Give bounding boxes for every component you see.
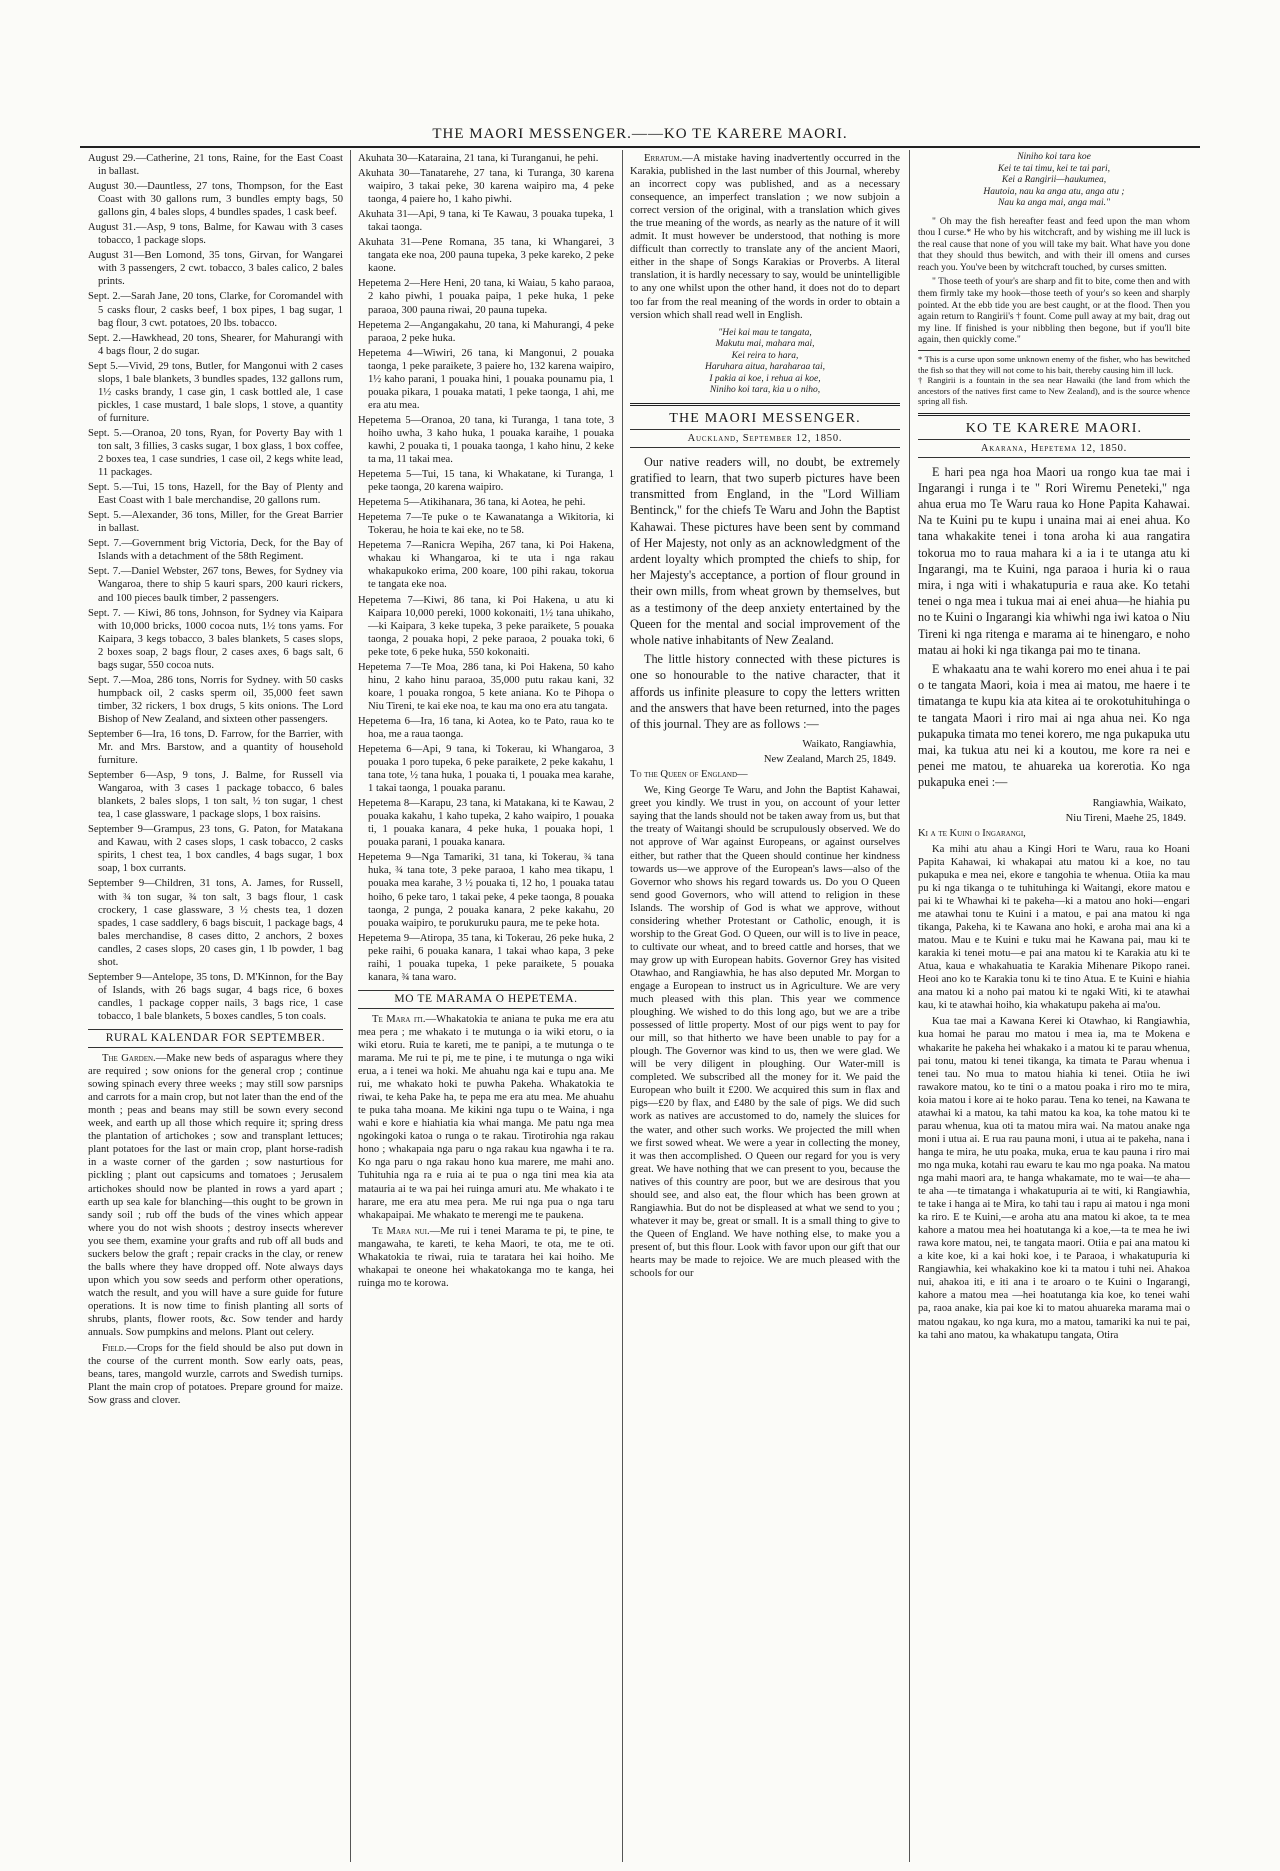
footnote: * This is a curse upon some unknown enemy of the fisher, who has bewitched the fish so that they will not come to his bait, thereby causing him ill luck.: [918, 354, 1190, 375]
shipping-entry: September 9—Grampus, 23 tons, G. Paton, for Matakana and Kawau, with 2 cases slops, 1 cask tobacco, 2 casks spirits, 1 chest tea, 1 box candles, 4 bags sugar, 1 box soap, 1 box currants.: [88, 824, 343, 875]
verse-line: Makutu mai, mahara mai,: [715, 339, 815, 350]
column-rule: [909, 150, 910, 1862]
article-paragraph: The little history connected with these pictures is one so honourable to the native character, that it affords us infinite pleasure to copy the letters written and the answers that have been returned, into the pages of this journal. They are as follows :—: [630, 652, 900, 731]
shipping-list-maori: [358, 152, 614, 984]
shipping-entry: Hepetema 9—Atiropa, 35 tana, ki Tokerau, 26 peke huka, 2 peke raihi, 6 pouaka kanara, 1 takai whao kapa, 3 peke raihi, 1 pouaka tupeka, 1 peke paraikete, 5 pouaka kanara, ¾ tana waro.: [358, 932, 614, 983]
shipping-entry: Sept. 5.—Alexander, 36 tons, Miller, for the Great Barrier in ballast.: [88, 510, 343, 535]
shipping-entry: Sept. 7.—Moa, 286 tons, Norris for Sydney. with 50 casks humpback oil, 2 casks sperm oil, 35,000 feet sawn timber, 32 rickers, 1 box drugs, 5 kits onions. The Lord Bishop of New Zealand, and sixteen other passengers.: [88, 674, 343, 725]
letter-body: Kua tae mai a Kawana Kerei ki Otawhao, ki Rangiawhia, kua homai he parau mo matou i mea ia, ma te Mokena e whakarite he pakeha hei whakako i a matou ki te parau whenua, pai tonu, matou ki tenei tikanga, ka timata te Parau whenua i tenei tau. No mua to matou hiahia ki tenei. Otiia he iwi rawakore matou, ko te tini o a matou poaka i riro mo te mira, koia matou i kore ai te hoko parau. Tena ko tenei, na Kawana te atawhai ki a matou, ka tahi matou ka koa, ka tohe matou ki te parau whenua, kua oti ta matou mira wai. Na matou anake nga moni i utua ai. E rua rau pauna moni, i utua ai te pakeha, nana i hanga te mira, he utu poaka, muka, erua te kau pauna i riro mai mo nga muka, kotahi rau ewaru te kau mo nga poaka. Na matou nga mahi maori ara, te hanga whakamate, mo te wai—te aha—te aha —te timatanga i whakatupuria ai te witi, ki Rangiawhia, te take i hanga ai te Mira, ko tahi tau i rapu ai matou i nga moni ka riro. E te Kuini,—e aroha atu ana matou ki akoe, ta te mea kahore a matou mea hei hoatutanga ki a koe,—ta te mea he iwi rawa kore matou, nei, te tangata maori. Otiia e pai ana matou ki a kite koe, ki a kai hoki koe, i te Paraoa, i whakatupuria ki Rangiawhia, kei whakakino koe ki ta matou i tuhi nei. Ahakoa nui, ahakoa iti, e iti ana i te aroaro o te Kuini o Ingarangi, kahore a matou mea —hei hoatutanga kia koe, ko tenei wahi pa, raoa anake, kia pai koe ki to matou ahuareka marama mai o matou ngakau, ko nga kura, mo a matou, tamariki ka nui te pai, ka tahi ano matou, ka whakatupu tangata, Otira: [918, 1016, 1190, 1341]
article-paragraph: E hari pea nga hoa Maori ua rongo kua tae mai i Ingarangi i runga i te " Rori Wiremu Peneteki," nga ahua erua mo Te Waru raua ko Hone Papita Kahawai. Na te Kuini pu te kupu i unaina mai ai enei ahua. Ko tana whakakite tenei i tona aroha ki aua rangatira tokorua mo to raua mahara ki a ia i te utanga atu ki Ingarangi, ma te Kuini, nga paraoa i huria ki o raua mira, i nga witi i whakatupuria e raua ake. Ko tetahi tenei o nga mea i tukua mai ai enei ahua—he hiahia pu no te Kuini o Ingarangi kia whiwhi nga iwi katoa o Niu Tireni ki nga ritenga e marama ai te hinengaro, e noho matau ai hoki ki nga tikanga pai mo te tinana.: [918, 464, 1190, 657]
shipping-entry: Akuhata 31—Pene Romana, 35 tana, ki Whangarei, 3 tangata eke noa, 200 pauna tupeka, 3 peke kareko, 2 peke kaone.: [358, 237, 614, 275]
article-paragraph: E whakaatu ana te wahi korero mo enei ahua i te pai o te tangata Maori, koia i mea ai matou, me haere i te timatanga te kupu kia ata kitea ai te orokotuhituhinga o te tangata Maori i riro mai ai nga ahua nei. Ko nga pukapuka timata mo tenei korero, me nga pukapuka utu mai, ka tukua atu nei ki a koutou, me kore ra nei e penei me matou, te ahuareka ua korerotia. Ko nga pukapuka enei :—: [918, 662, 1190, 790]
mara-nui-text: —Me rui i tenei Marama te pi, te pine, te mangawaha, te kareti, te keha Maori, te ota, me te oti. Whakatokia te riwai, ruia te taratara hei kai hoiho. Me whakapai te oneone hei whakatokanga mo te kanga, hei ruinga mo te korowa.: [358, 1225, 614, 1289]
shipping-entry: Akuhata 30—Kataraina, 21 tana, ki Turanganui, he pehi.: [358, 153, 599, 164]
erratum-paragraph: [630, 152, 900, 322]
footnotes: [918, 350, 1190, 407]
shipping-entry: Hepetema 9—Nga Tamariki, 31 tana, ki Tokerau, ¾ tana huka, ¾ tana tote, 3 peke paraoa, 1 kaho mea tikapu, 1 pouaka mea karahe, 3 ½ pouaka ti, 12 ho, 1 pouaka tatau hoiho, 6 peke taro, 1 takai peke, 4 peke taonga, 8 pouaka taonga, 2 punga, 2 pouaka kanara, 2 peke kakahu, 20 pouaka waipiro, te porukuruku paura, me te peke hota.: [358, 852, 614, 929]
running-head: THE MAORI MESSENGER.——KO TE KARERE MAORI.: [80, 126, 1200, 148]
verse-line: Niniho koi tara koe: [1017, 152, 1091, 162]
mara-iti-lead: Te Mara iti.: [372, 1013, 426, 1025]
field-lead: Field.: [102, 1343, 127, 1355]
letter-body: We, King George Te Waru, and John the Baptist Kahawai, greet you kindly. We trust in you, on account of your letter saying that the lands should not be taken away from us, but that the treaty of Waitangi should be scrupulously observed. We do not approve of War against Europeans, or against ourselves either, but rather that the Queen should continue her kindness towards us—we approve of the European's laws—also of the Governor who shows his regard towards us. Do you O Queen send good Governors, who will attend to religion in these Islands. The worship of God is what we approve, without considering whether Protestant or Catholic, enough, it is worship to the Great God. O Queen, our will is to live in peace, to cultivate our wheat, and to breed cattle and horses, that we may grow up with European habits. Governor Grey has visited Otawhao, and Rangiawhia, he has also deputed Mr. Morgan to engage a European to instruct us in Agriculture. We are very much pleased with this plan. This year we commence ploughing. We wished to do this long ago, but we are a tribe possessed of little property. Most of our pigs went to pay for our mill, so that hitherto we have been unable to pay for a plough. The Governor was kind to us, then we were glad. We will be very diligent in ploughing. Our Water-mill is completed. We subscribed all the money for it. We paid the European who built it £200. We acquired this sum in flax and pigs—£20 by flax, and £480 by the sale of pigs. We did such work as natives are accustomed to do, namely the sluices for the water, and other such works. We projected the mill when we first sowed wheat. We were a year in collecting the money, it was then accomplished. O Queen our regard for you is very great. We have nothing that we can present to you, because the natives of this country are poor, but we are desirous that you should see, and also eat, the flour which has been grown at Rangiawhia. But do not be displeased at what we send to you ; whatever it may be, great or small. It is a small thing to give to the Queen of England. We have nothing else, to make you a present of, but this flour. Look with favor upon our gift that our hearts may be made to rejoice. We are much pleased with the schools for our: [630, 785, 900, 1280]
mara-nui-lead: Te Mara nui.: [372, 1225, 430, 1237]
shipping-entry: Sept. 7. — Kiwi, 86 tons, Johnson, for Sydney via Kaipara with 10,000 bricks, 1000 cocoa nuts, 1½ tons yams. For Kaipara, 3 kegs tobacco, 3 bales blankets, 5 cases slops, 2 boxes soap, 2 bags flour, 2 cases axes, 6 bags salt, 6 bags sugar, 550 cocoa nuts.: [88, 607, 343, 671]
messenger-article: [630, 454, 900, 732]
shipping-entry: Hepetema 8—Karapu, 23 tana, ki Matakana, ki te Kawau, 2 pouaka kakahu, 1 kaho tupeka, 2 kaho waipiro, 1 pouaka ti, 1 pouaka kanara, 4 peke huka, 1 pouaka hopi, 1 pouaka parani, 1 pouaka kanara.: [358, 798, 614, 849]
column-messenger: [630, 152, 900, 1283]
verse-line: Kei reira to hara,: [731, 350, 799, 361]
letter-address: To the Queen of England—: [630, 769, 748, 781]
karere-article: [918, 464, 1190, 791]
column-shipping-maori: [358, 152, 614, 1293]
shipping-entry: Hepetema 5—Atikihanara, 36 tana, ki Aotea, he pehi.: [358, 497, 586, 509]
karakia-translation: " Oh may the fish hereafter feast and feed upon the man whom thou I curse.* He who by his witchcraft, and by wishing me ill luck is the real cause that none of you will take my bait. What have you done that they should thus bewitch, and with their ill omens and curses reach you. You've been by witchcraft touched, by curses smitten.: [918, 215, 1190, 273]
mara-iti-paragraph: [358, 1013, 614, 1222]
shipping-entry: Sept. 2.—Hawkhead, 20 tons, Shearer, for Mahurangi with 4 bags flour, 2 do sugar.: [88, 332, 343, 357]
garden-lead: The Garden.: [102, 1053, 156, 1065]
verse-line: Haruhara aitua, haraharaa tai,: [704, 362, 826, 373]
shipping-entry: Hepetema 2—Here Heni, 20 tana, ki Waiau, 5 kaho paraoa, 2 kaho piwhi, 1 pouaka paipa, 1 peke huka, 1 peke paraoa, 300 pauna riwai, 20 pauna tupeka.: [358, 278, 614, 316]
shipping-entry: Hepetema 7—Kiwi, 86 tana, ki Poi Hakena, u atu ki Kaipara 10,000 pereki, 1000 kokonaiti, 1½ tana uhikaho,—ki Kaipara, 3 keke tupeka, 3 peke paraikete, 5 pouaka taonga, 2 pouaka hopi, 2 peke paraoa, 2 pouaka toki, 6 peke tote, 6 peke huka, 550 kokonaiti.: [358, 594, 614, 658]
dateline-maori: Akarana, Hepetema 12, 1850.: [918, 439, 1190, 458]
letter-date: New Zealand, March 25, 1849.: [763, 754, 896, 766]
verse-line: Nau ka anga mai, anga mai.": [998, 198, 1110, 208]
shipping-entry: Hepetema 2—Angangakahu, 20 tana, ki Mahurangi, 4 peke paraoa, 2 peke huka.: [358, 319, 614, 344]
shipping-entry: August 30.—Dauntless, 27 tons, Thompson, for the East Coast with 30 gallons rum, 3 bundles empty bags, 50 gallons gin, 4 bales slops, 4 bundles spades, 1 cask beef.: [88, 181, 343, 219]
shipping-entry: September 9—Antelope, 35 tons, D. M'Kinnon, for the Bay of Islands, with 26 bags sugar, 4 bags rice, 6 boxes candles, 1 package copper nails, 3 bags rice, 1 case tobacco, 1 bale blankets, 5 boxes candles, 5 ton coals.: [88, 971, 343, 1022]
karakia-verse-continued: [918, 152, 1190, 210]
garden-text: —Make new beds of asparagus where they are required ; sow onions for the general crop ; continue sowing spinach every three weeks ; may still sow parsnips and carrots for a main crop, but not later than the end of the month ; peas and beans may still be sown every second week, and earth up all those which require it; spring dress the plantation of artichokes ; sow and transplant lettuces; plant potatoes for the last or main crop, plant horse-radish in a waste corner of the garden ; sow nasturtious for pickling ; plant out capsicums and tomatoes ; Jerusalem artichokes should now be planted in rows a yard apart ; earth up sea kale for blanching—this ought to be grown in sandy soil ; rub off the buds of the vines which appear where you do not wish shoots ; destroy insects wherever you see them, examine your grafts and rub off all buds and suckers below the graft ; repair cracks in the clay, or renew the balls where they have dropped off. Note always days upon which you sow seeds and perform other operations, watch the result, and you will have a sure guide for future operations. It is now time to finish planting all sorts of shrubs, plants, flower roots, &c. Sow tender and hardy annuals. Sow pumpkins and melons. Plant out celery.: [88, 1053, 343, 1339]
rural-kalendar-heading: RURAL KALENDAR FOR SEPTEMBER.: [88, 1029, 343, 1048]
shipping-entry: Hepetema 7—Ranicra Wepiha, 267 tana, ki Poi Hakena, whakau ki Whangaroa, ki te uta i nga rakau whakapukoko erima, 200 koare, 100 pihi rakau, tokorua te tangata eke noa.: [358, 540, 614, 591]
shipping-entry: Hepetema 7—Te puke o te Kawanatanga a Wikitoria, ki Tokerau, he hoia te kai eke, no te 58.: [358, 512, 614, 537]
column-rule: [622, 150, 623, 1862]
shipping-entry: Sept. 7.—Daniel Webster, 267 tons, Bewes, for Sydney via Wangaroa, there to ship 5 kauri spars, 200 kauri rickers, and 100 pieces baulk timber, 2 passengers.: [88, 566, 343, 604]
shipping-entry: August 31.—Asp, 9 tons, Balme, for Kawau with 3 cases tobacco, 1 package slops.: [88, 222, 343, 247]
karakia-translation: " Those teeth of your's are sharp and fit to bite, come then and with them firmly take my hook—those teeth of your's so keen and sharply pointed. At the ebb tide you are best caught, or at the flood. Then you again return to Rangirii's † fount. Come pull away at my bait, drag out my line. If finished is your nibbling then begone, but if you'll bite again, then quickly come.": [918, 276, 1190, 346]
verse-line: "Hei kai mau te tangata,: [718, 327, 812, 338]
shipping-entry: Hepetema 5—Tui, 15 tana, ki Whakatane, ki Turanga, 1 peke taonga, 20 karena waipiro.: [358, 469, 614, 494]
verse-line: Hautoia, nau ka anga atu, anga atu ;: [983, 186, 1125, 197]
karakia-verse: [630, 328, 900, 397]
article-paragraph: Our native readers will, no doubt, be extremely gratified to learn, that two superb pictures have been transmitted from England, in the "Lord William Bentinck," for the chiefs Te Waru and John the Baptist Kahawai. These pictures have been sent by command of Her Majesty, not only as an acknowledgment of the ardent loyalty which prompted the chiefs to ship, for her Majesty's acceptance, a portion of flour ground in their own mills, from wheat grown by themselves, but as a testimony of the deep anxiety entertained by the Queen for the mental and social improvement of the whole native inhabitants of New Zealand.: [630, 454, 900, 647]
verse-line: Kei te tai timu, kei te tai pari,: [997, 163, 1111, 174]
shipping-entry: Hepetema 4—Wiwiri, 26 tana, ki Mangonui, 2 pouaka taonga, 1 peke paraikete, 3 paiere ho, 132 karena waipiro, 1½ kaho parani, 1 pouaka hini, 1 pouaka pounamu pia, 1 pouaka pikara, 1 pouaka matati, 1 peke taonga, 1 ahi, me era atu mea.: [358, 347, 614, 411]
shipping-entry: Hepetema 7—Te Moa, 286 tana, ki Poi Hakena, 50 kaho hinu, 2 kaho hinu paraoa, 35,000 putu rakau kani, 32 koare, 1 pouaka rongoa, 5 kete aniana. Ko te Pihopa o Niu Tireni, te kai eke noa, te kau ma ono era atu tangata.: [358, 661, 614, 712]
letter-date: Niu Tireni, Maehe 25, 1849.: [1065, 812, 1186, 824]
shipping-entry: August 29.—Catherine, 21 tons, Raine, for the East Coast in ballast.: [88, 153, 343, 178]
shipping-entry: August 31—Ben Lomond, 35 tons, Girvan, for Wangarei with 3 passengers, 2 cwt. tobacco, 3 bales calico, 2 bales prints.: [88, 250, 343, 288]
letter-place: Rangiawhia, Waikato,: [1092, 797, 1186, 809]
shipping-entry: September 6—Asp, 9 tons, J. Balme, for Russell via Wangaroa, with 3 cases 1 package tobacco, 6 bales blankets, 2 bales slops, 1 ton salt, ½ ton sugar, 1 chest tea, 1 case glassware, 1 package slops, 1 box raisins.: [88, 770, 343, 821]
column-karere: [918, 152, 1190, 1345]
footnote: † Rangirii is a fountain in the sea near Hawaiki (the land from which the ancestors of the natives first came to New Zealand), and is the source whence spring all fish.: [918, 375, 1190, 407]
verse-line: I pakia ai koe, i rehua ai koe,: [709, 373, 821, 384]
verse-line: Kei a Rangirii—haukumea,: [1001, 175, 1107, 185]
shipping-entry: Sept. 2.—Sarah Jane, 20 tons, Clarke, for Coromandel with 5 casks flour, 2 casks beef, 1 box pipes, 1 bag sugar, 1 bag flour, 3 cwt. potatoes, 20 lbs. tobacco.: [88, 291, 343, 329]
field-text: —Crops for the field should be also put down in the course of the current month. Sow early oats, peas, beans, tares, mangold wurzle, carrots and Swedish turnips. Plant the main crop of potatoes. Prepare ground for maize. Sow grass and clover.: [88, 1343, 343, 1407]
erratum-lead: Erratum.: [644, 153, 683, 164]
letter-body: Ka mihi atu ahau a Kingi Hori te Waru, raua ko Hoani Papita Kahawai, ki whakapai atu matou ki a koe, no tau pukapuka e mea nei, ekore e tangohia te whenua. Otiia ka mau pu ki nga tikanga o te tuhituhinga ki Waitangi, ekore matou e pai ki te Whawhai ki te pakeha—ki a matou ano hoki—engari me atawhai tonu te Kuini i a matou, e pai ana matou ki nga tikanga, Pakeha, ki te Kawana ano hoki, e aroha mai ana ki a matou. Mau e te Kuini e tuku mai he Kawana pai, mau ki te karakia ki tenei motu—e pai ana matou ki te Karakia atu ki te Atua, kaua e whakahuatia te Karakia Mihenare Pikopo ranei. Heoi ano ko te Karakia tonu ki te tino Atua. E te Kuini e hiahia ana matou ki a noho pai matou ki te ngaki Witi, ki te atawhai kau, ki te atawhai hoiho, kia whakatupu pakeha ai ma'ou.: [918, 843, 1190, 1012]
column-shipping-english: [88, 152, 343, 1410]
shipping-entry: Akuhata 30—Tanatarehe, 27 tana, ki Turanga, 30 karena waipiro, 3 takai peke, 30 karena waipiro ma, 4 peke taonga, 4 paiere ho, 1 kaho piwhi.: [358, 168, 614, 206]
shipping-entry: September 6—Ira, 16 tons, D. Farrow, for the Barrier, with Mr. and Mrs. Barstow, and a quantity of household furniture.: [88, 728, 343, 767]
rural-field-paragraph: [88, 1342, 343, 1407]
shipping-entry: Hepetema 5—Oranoa, 20 tana, ki Turanga, 1 tana tote, 3 hoiho uwha, 3 kaho huka, 1 pouaka karaihe, 1 pouaka kawhi, 2 pouaka ti, 1 pouaka taonga, 1 kaho hinu, 2 keke ta ma, 11 takai mea.: [358, 414, 614, 466]
shipping-list-english: [88, 152, 343, 1023]
shipping-entry: September 9—Children, 31 tons, A. James, for Russell, with ¾ ton sugar, ¾ ton salt, 3 bags flour, 1 cask crockery, 1 case glassware, 3 ½ chests tea, 1 dozen spades, 1 case saddlery, 6 bags biscuit, 1 package bags, 4 bales merchandise, 8 cases ditto, 2 anchors, 2 boxes candles, 2 cases slops, 20 cases gin, 1 lb powder, 1 bag shot.: [88, 878, 343, 968]
shipping-entry: Sept. 5.—Oranoa, 20 tons, Ryan, for Poverty Bay with 1 ton salt, 3 fillies, 3 casks sugar, 1 box glass, 1 box coffee, 2 boxes tea, 1 case sundries, 1 case oil, 2 kegs white lead, 11 packages.: [88, 427, 343, 479]
column-rule: [350, 150, 351, 1862]
rural-garden-paragraph: [88, 1052, 343, 1339]
shipping-entry: Sept. 5.—Tui, 15 tons, Hazell, for the Bay of Plenty and East Coast with 1 bale merchandise, 20 gallons rum.: [88, 482, 343, 507]
mara-nui-paragraph: [358, 1225, 614, 1290]
shipping-entry: Akuhata 31—Api, 9 tana, ki Te Kawau, 3 pouaka tupeka, 1 takai taonga.: [358, 209, 614, 234]
dateline-english: Auckland, September 12, 1850.: [630, 429, 900, 448]
shipping-entry: Hepetema 6—Api, 9 tana, ki Tokerau, ki Whangaroa, 3 pouaka 1 poro tupeka, 6 peke paraikete, 2 peke kakahu, 1 tana tote, ½ tana huka, 1 pouaka ti, 1 pouaka mea karahe, 1 takai taonga, 1 pouaka paranu.: [358, 744, 614, 795]
letter-address: Ki a te Kuini o Ingarangi,: [918, 827, 1026, 839]
masthead-maori: KO TE KARERE MAORI.: [918, 413, 1190, 435]
erratum-text: —A mistake having inadvertently occurred in the Karakia, published in the last number of this Journal, whereby an incorrect copy was published, and as a necessary consequence, an imperfect translation ; we now subjoin a correct version of the original, with a translation which gives the true meaning of the words, as nearly as the nature of it will admit. It must however be understood, that nothing is more difficult than correctly to translate any of the ancient Maori, either in the shape of Songs Karakias or Proverbs. A literal translation, it is hardly necessary to say, would be unintelligible to any one whilst upon the other hand, it does not do to depart too far from the real meaning of the words in order to obtain a version which shall read well in English.: [630, 153, 900, 321]
verse-line: Niniho koi tara, kia u o niho,: [709, 385, 821, 396]
maramataka-heading: MO TE MARAMA O HEPETEMA.: [358, 990, 614, 1009]
mara-iti-text: —Whakatokia te aniana te puka me era atu mea pera ; me whakato i te mutunga o ia wiki etoru, o ia wiki etoru. Ruia te kareti, me te panipi, a te mutunga o te marama. Me rui te pi, me te pine, i te mutunga o nga wiki erua, a i tenei wa hoki. Me ahuahu nga kai e tupu ana. Me rui, me whakato hoki te puwha Pakeha. Whakatokia te riwai, te keha Pake ha, te pepa me era atu mea. Me ahuahu te puka taha moana. Me kikini nga tupu o te Waina, i nga wahi e kore e hiahiatia kia whai manga. Me patu nga mea ngokingoki katoa o runga o te rakau. Tirotirohia nga rakau hono ; whakapaia nga paru o nga rakau kua ngawha i te ra. Ko nga paru o nga rakau hono kua marere, me mahi ano. Tuhituhia nga ra e ruia ai te pua o nga tini mea kia ata matauria ai te wa pai hei ruinga amuri atu. Me whakato i te harare, me era atu mea pera. Me rui nga pua o nga taru whakapaipai. Me whakato te merengi me te paukena.: [358, 1013, 614, 1221]
masthead-english: THE MAORI MESSENGER.: [630, 403, 900, 425]
shipping-entry: Hepetema 6—Ira, 16 tana, ki Aotea, ko te Pato, raua ko te hoa, me a raua taonga.: [358, 715, 614, 740]
shipping-entry: Sept 5.—Vivid, 29 tons, Butler, for Mangonui with 2 cases slops, 1 bale blankets, 3 bundles spades, 132 gallons rum, 1½ casks brandy, 1 case gin, 1 cask bottled ale, 1 case pickles, 1 case mustard, 1 bale slops, 1 stove, a quantity of furniture.: [88, 360, 343, 424]
shipping-entry: Sept. 7.—Government brig Victoria, Deck, for the Bay of Islands with a detachment of the 58th Regiment.: [88, 538, 343, 563]
letter-place: Waikato, Rangiawhia,: [802, 739, 896, 751]
